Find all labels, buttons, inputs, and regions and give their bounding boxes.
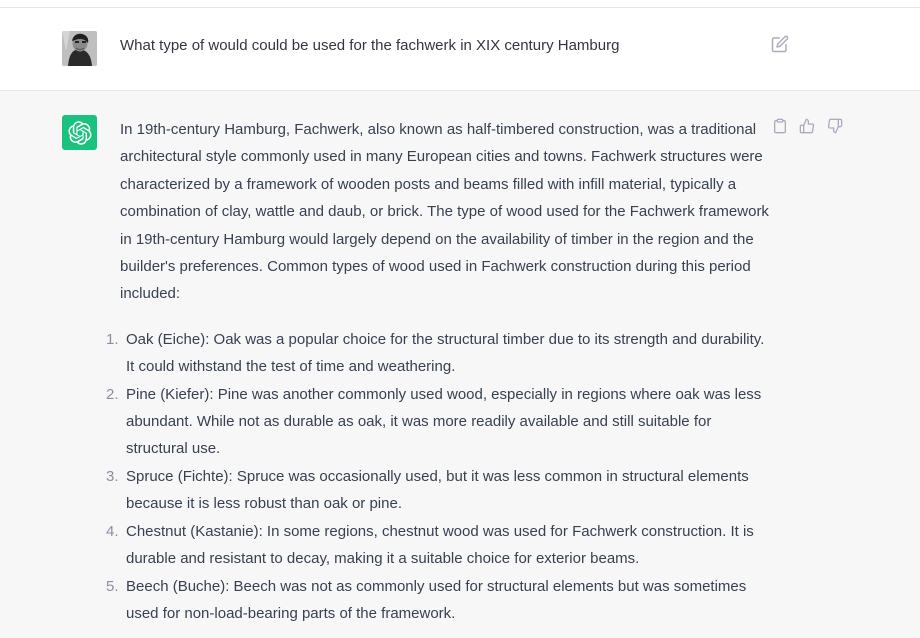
- list-item-text: Chestnut (Kastanie): In some regions, chestnut wood was used for Fachwerk construction. It is durable and resistant to decay, making it a suitable choice for exterior beams.: [126, 522, 754, 568]
- list-item-number: 4.: [106, 522, 119, 540]
- user-avatar: [62, 31, 97, 66]
- assistant-avatar: [62, 115, 97, 150]
- list-item-number: 2.: [106, 385, 119, 403]
- message-actions: [772, 118, 844, 136]
- assistant-message-text: [106, 116, 770, 627]
- list-item-text: Spruce (Fichte): Spruce was occasionally used, but it was less common in structural elements because it is less robust than oak or pine.: [126, 467, 749, 513]
- assistant-message-row: [0, 91, 920, 638]
- wood-types-list: [106, 326, 770, 627]
- list-item: [106, 518, 770, 573]
- list-item-text: Beech (Buche): Beech was not as commonly used for structural elements but was sometimes used for non-load-bearing parts of the framework.: [126, 577, 747, 622]
- list-item-text: Pine (Kiefer): Pine was another commonly used wood, especially in regions where oak was less abundant. While not as durable as oak, it was more readily available and still suitable for structural use.: [126, 385, 762, 458]
- clipboard-icon[interactable]: [772, 118, 788, 134]
- list-item: [106, 463, 770, 518]
- list-item-number: 1.: [106, 330, 119, 348]
- user-message-text: What type of would could be used for the fachwerk in XIX century Hamburg: [120, 37, 620, 54]
- assistant-intro-paragraph: In 19th-century Hamburg, Fachwerk, also known as half-timbered construction, was a traditional architectural style commonly used in many European cities and towns. Fachwerk structures were characterized by a framework of wooden posts and beams filled with infill material, typically a combination of clay, wattle and daub, or brick. The type of wood used for the Fachwerk framework in 19th-century Hamburg would largely depend on the availability of timber in the region and the builder's preferences. Common types of wood used in Fachwerk construction during this period included:: [120, 121, 769, 303]
- thumbs-up-icon[interactable]: [799, 118, 815, 134]
- user-message-row: [0, 8, 920, 91]
- top-divider: [0, 0, 920, 8]
- thumbs-down-icon[interactable]: [827, 118, 843, 134]
- list-item: [106, 381, 770, 463]
- user-photo-avatar: [62, 31, 97, 66]
- list-item: [106, 326, 770, 381]
- edit-icon[interactable]: [771, 35, 789, 53]
- openai-logo-icon: [68, 121, 92, 145]
- list-item-number: 5.: [106, 577, 119, 595]
- list-item-text: Oak (Eiche): Oak was a popular choice for the structural timber due to its strength and durability. It could withstand the test of time and weathering.: [126, 330, 765, 376]
- list-item: [106, 573, 770, 628]
- list-item-number: 3.: [106, 467, 119, 485]
